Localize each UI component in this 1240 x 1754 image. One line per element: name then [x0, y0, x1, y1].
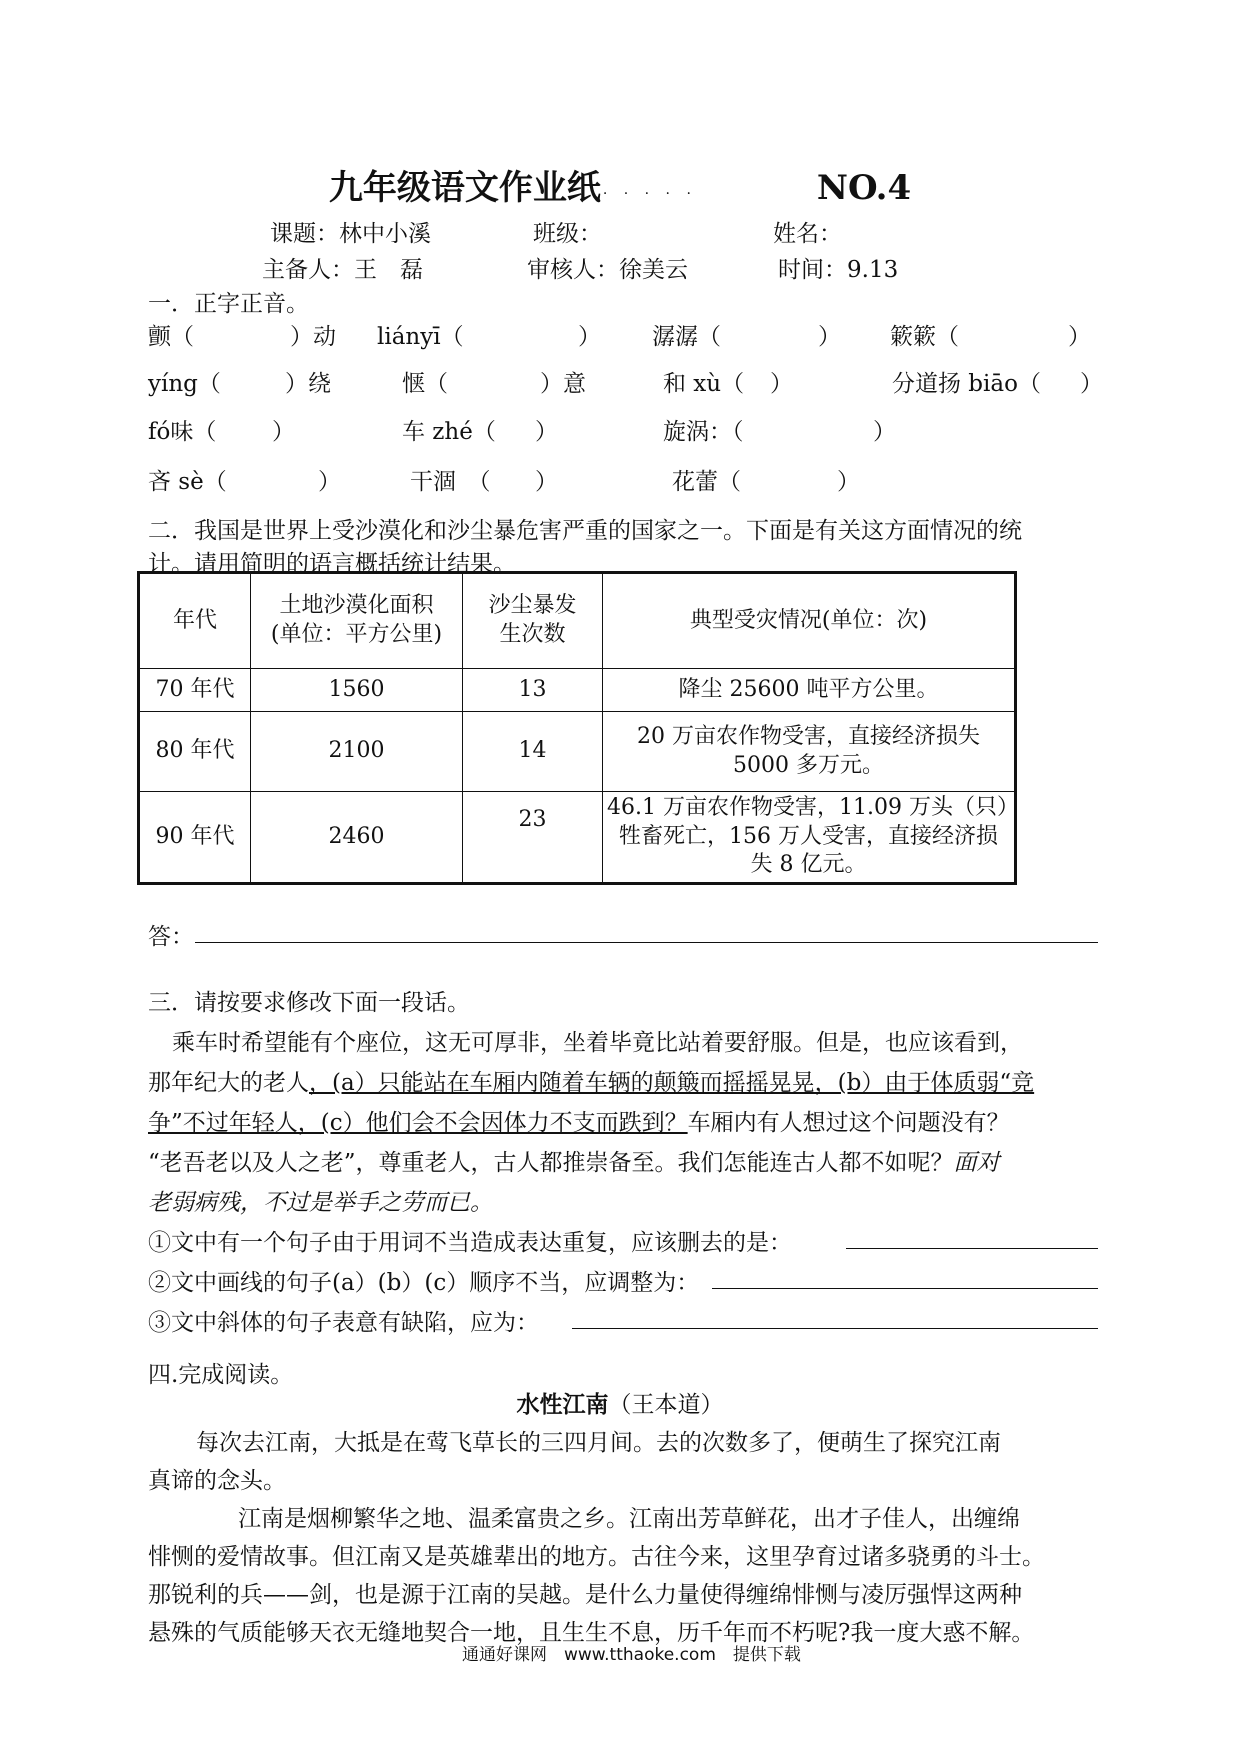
s3-question2: ②文中画线的句子(a）(b）(c）顺序不当，应调整为： [148, 1270, 700, 1296]
cell-era: 90 年代 [139, 792, 251, 884]
cell-impact [603, 669, 1016, 712]
table-row [139, 792, 1016, 884]
s3-italic-start: 面对 [953, 1150, 1000, 1176]
s1-r3-b-close: ） [535, 419, 558, 445]
table-row [139, 669, 1016, 712]
class-label: 班级： [533, 221, 602, 247]
article-p1-line1: 每次去江南，大抵是在莺飞草长的三四月间。去的次数多了，便萌生了探究江南 [196, 1430, 1001, 1456]
sandstorm-stats-table [137, 571, 1017, 885]
header-impact: 典型受灾情况(单位：次) [603, 573, 1016, 669]
article-p2-line1: 江南是烟柳繁华之地、温柔富贵之乡。江南出芳草鲜花，出才子佳人，出缠绵 [238, 1506, 1020, 1532]
cell-count: 23 [463, 792, 603, 884]
topic-label: 课题：林中小溪 [270, 221, 431, 247]
header-count-line1: 沙尘暴发 [488, 593, 577, 619]
s1-r1-a-close: ）动 [290, 324, 336, 350]
time-label: 时间：9.13 [778, 257, 899, 283]
s3-underlined-c: 争”不过年轻人，(c）他们会不会因体力不支而跌到？ [148, 1110, 688, 1136]
s1-r3-a-close: ） [272, 419, 295, 445]
s3-para-line1: 乘车时希望能有个座位，这无可厚非，坐着毕竟比站着要舒服。但是，也应该看到， [172, 1030, 1023, 1056]
cell-impact-line2: 牲畜死亡，156 万人受害，直接经济损 [619, 823, 998, 849]
s3-para-part-b: 那年纪大的老人 [148, 1070, 309, 1096]
header-area-line1: 土地沙漠化面积 [279, 593, 434, 619]
header-count-line2: 生次数 [499, 622, 566, 647]
s1-r4-a-open: 吝 sè（ [148, 469, 227, 495]
s1-r1-b-close: ） [578, 324, 601, 350]
s3-question3: ③文中斜体的句子表意有缺陷，应为： [148, 1310, 539, 1336]
s1-r3-b-open: 车 zhé（ [402, 419, 496, 445]
reviewer-label: 审核人：徐美云 [527, 257, 688, 283]
s3-underlined-a-b: ，(a）只能站在车厢内随着车辆的颠簸而摇摇晃晃，(b）由于体质弱“竞 [309, 1070, 1035, 1096]
s1-r3-c-close: ） [873, 419, 896, 445]
worksheet-number: NO.4 [816, 168, 912, 208]
s3-para-part-f: “老吾老以及人之老”，尊重老人，古人都推崇备至。我们怎能连古人都不如呢？ [148, 1150, 954, 1176]
s1-r2-b-close: ）意 [540, 371, 586, 397]
s3-para-line4 [148, 1144, 1000, 1177]
s1-r3-a-open: fó味（ [148, 419, 217, 445]
s1-r2-a-open: yíng（ [148, 371, 221, 397]
s1-r2-d-open: 分道扬 biāo（ [892, 371, 1041, 397]
cell-count: 14 [463, 712, 603, 792]
s1-r3-c-open: 旋涡：（ [663, 419, 744, 445]
section1-heading: 一．正字正音。 [148, 291, 309, 317]
table-row [139, 712, 1016, 792]
s1-r4-a-close: ） [318, 469, 341, 495]
page-title [0, 160, 1240, 209]
cell-impact-line3: 失 8 亿元。 [750, 852, 867, 878]
cell-count: 13 [463, 669, 603, 712]
name-label: 姓名： [773, 221, 842, 247]
title-dots: . . . . . [602, 182, 697, 198]
s1-r2-c-open: 和 xù（ [663, 371, 745, 397]
article-p2-line2: 悱恻的爱情故事。但江南又是英雄辈出的地方。古往今来，这里孕育过诸多骁勇的斗士。 [148, 1544, 1045, 1570]
s1-r4-c-close: ） [837, 469, 860, 495]
q2-answer-line[interactable] [712, 1288, 1098, 1289]
article-heading [0, 1386, 1240, 1419]
s1-r1-c-close: ） [818, 324, 841, 350]
s1-r1-d-open: 簌簌（ [890, 324, 959, 350]
cell-era: 70 年代 [139, 669, 251, 712]
s1-r2-d-close: ） [1080, 371, 1103, 397]
article-p2-line4: 悬殊的气质能够天衣无缝地契合一地，且生生不息，历千年而不朽呢?我一度大惑不解。 [148, 1620, 1035, 1646]
s1-r1-d-close: ） [1068, 324, 1091, 350]
cell-impact-line1: 20 万亩农作物受害，直接经济损失 [637, 723, 980, 749]
s1-r4-c-open: 花蕾（ [672, 469, 741, 495]
s3-para-line2 [148, 1064, 1034, 1097]
section2-heading-line2: 计。请用简明的语言概括统计结果。 [148, 551, 516, 577]
section4-heading: 四.完成阅读。 [148, 1362, 294, 1388]
article-p2-line3: 那锐利的兵——剑，也是源于江南的吴越。是什么力量使得缠绵悱恻与凌厉强悍这两种 [148, 1582, 1022, 1608]
section2-heading-line1: 二．我国是世界上受沙漠化和沙尘暴危害严重的国家之一。下面是有关这方面情况的统 [148, 518, 1022, 544]
cell-impact-line2: 5000 多万元。 [733, 752, 884, 778]
answer-label: 答： [148, 924, 194, 950]
header-area-line2: (单位：平方公里) [270, 622, 443, 647]
article-author: （王本道） [608, 1392, 724, 1418]
s1-r1-c-open: 潺潺（ [652, 324, 721, 350]
s3-para-line3 [148, 1104, 1010, 1137]
q1-answer-line[interactable] [846, 1248, 1098, 1249]
article-p1-line2: 真谛的念头。 [148, 1468, 286, 1494]
s1-r2-b-open: 惬（ [402, 371, 448, 397]
s1-r4-b-close: ） [535, 469, 558, 495]
s1-r2-c-close: ） [770, 371, 793, 397]
footer-credit: 通通好课网 www.tthaoke.com 提供下载 [462, 1645, 801, 1665]
s1-r4-b-open: 干涸 （ [410, 469, 491, 495]
s3-question1: ①文中有一个句子由于用词不当造成表达重复，应该删去的是： [148, 1230, 792, 1256]
cell-area: 1560 [251, 669, 463, 712]
article-title: 水性江南 [516, 1391, 609, 1418]
cell-impact-line1: 46.1 万亩农作物受害，11.09 万头（只） [607, 795, 1019, 821]
cell-area: 2100 [251, 712, 463, 792]
cell-impact [603, 712, 1016, 792]
header-area [251, 573, 463, 669]
cell-impact-line1: 降尘 25600 吨平方公里。 [678, 676, 939, 702]
s1-r1-b-open: liányī（ [377, 324, 464, 350]
s3-para-part-e: 车厢内有人想过这个问题没有？ [687, 1110, 1010, 1136]
s1-r2-a-close: ）绕 [285, 371, 331, 397]
header-era: 年代 [139, 573, 251, 669]
q3-answer-line[interactable] [572, 1328, 1098, 1329]
answer-line[interactable] [195, 942, 1098, 943]
preparer-label: 主备人：王 磊 [262, 257, 423, 283]
cell-era: 80 年代 [139, 712, 251, 792]
section3-heading: 三．请按要求修改下面一段话。 [148, 990, 470, 1016]
s3-italic-end: 老弱病残，不过是举手之劳而已。 [148, 1190, 493, 1216]
table-header-row [139, 573, 1016, 669]
cell-area: 2460 [251, 792, 463, 884]
cell-impact [603, 792, 1019, 884]
header-count [463, 573, 603, 669]
s1-r1-a-open: 颤（ [148, 324, 194, 350]
title-text: 九年级语文作业纸 [328, 168, 601, 208]
